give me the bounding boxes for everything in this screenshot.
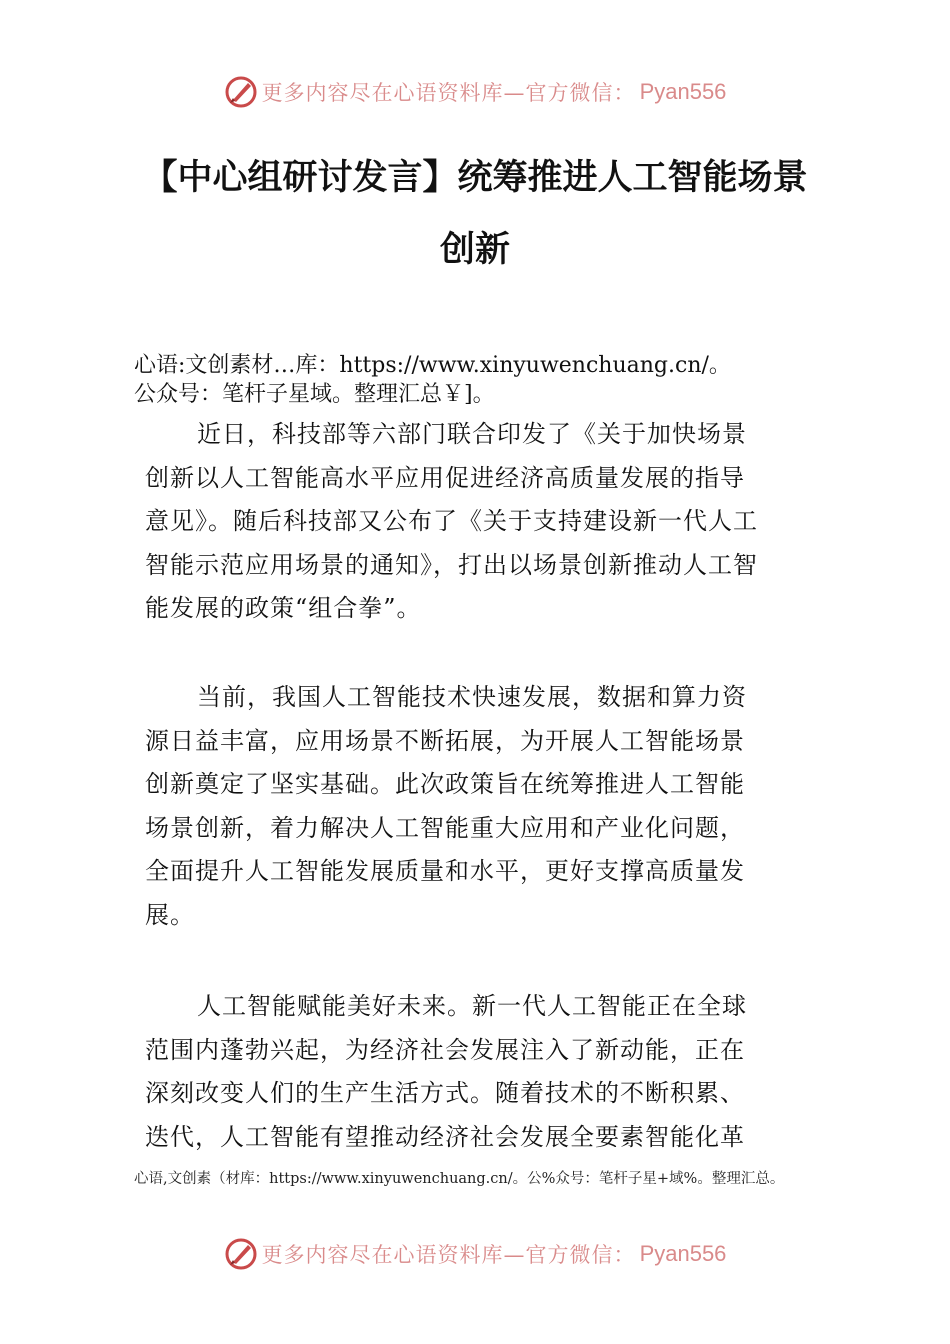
document-title-line-2: 创新 — [439, 230, 510, 270]
bottom-watermark-banner — [0, 1234, 950, 1274]
body-paragraph-1 — [145, 413, 825, 631]
paragraph-line: 人工智能赋能美好未来。新一代人工智能正在全球 — [197, 992, 747, 1020]
paragraph-line: 意见》。随后科技部又公布了《关于支持建设新一代人工 — [145, 507, 758, 536]
watermark-handle: Pyan556 — [639, 1241, 727, 1266]
paragraph-line: 迭代，人工智能有望推动经济社会发展全要素智能化革 — [145, 1122, 745, 1151]
page-footer-note: 心语,文创素（材库：https://www.xinyuwenchuang.cn/。公%众号：笔杆子星+域%。整理汇总。 — [134, 1171, 785, 1187]
paragraph-line: 创新奠定了坚实基础。此次政策旨在统筹推进人工智能 — [145, 770, 745, 799]
source-note-line-1: 心语:文创素材…库：https://www.xinyuwenchuang.cn/。 — [134, 353, 731, 378]
paragraph-line: 近日，科技部等六部门联合印发了《关于加快场景 — [197, 420, 747, 448]
quill-pen-logo-icon — [224, 75, 258, 109]
watermark-text: 更多内容尽在心语资料库—官方微信： — [261, 81, 636, 105]
document-title-line-1: 【中心组研讨发言】统筹推进人工智能场景 — [142, 158, 808, 198]
top-watermark-banner — [0, 72, 950, 112]
paragraph-line: 当前，我国人工智能技术快速发展，数据和算力资 — [197, 683, 747, 711]
body-paragraph-2 — [145, 676, 825, 938]
body-paragraph-3 — [145, 985, 825, 1159]
paragraph-line: 展。 — [145, 900, 195, 929]
watermark-handle: Pyan556 — [639, 79, 727, 104]
paragraph-line: 范围内蓬勃兴起，为经济社会发展注入了新动能，正在 — [145, 1035, 745, 1064]
watermark-text: 更多内容尽在心语资料库—官方微信： — [261, 1243, 636, 1267]
source-note-line-2: 公众号：笔杆子星域。整理汇总￥]。 — [134, 382, 495, 407]
paragraph-line: 场景创新，着力解决人工智能重大应用和产业化问题， — [145, 813, 745, 842]
paragraph-line: 能发展的政策“组合拳”。 — [145, 594, 422, 623]
paragraph-line: 深刻改变人们的生产生活方式。随着技术的不断积累、 — [145, 1079, 745, 1108]
paragraph-line: 创新以人工智能高水平应用促进经济高质量发展的指导 — [145, 463, 745, 492]
quill-pen-logo-icon — [224, 1237, 258, 1271]
paragraph-line: 源日益丰富，应用场景不断拓展，为开展人工智能场景 — [145, 726, 745, 755]
paragraph-line: 全面提升人工智能发展质量和水平，更好支撑高质量发 — [145, 857, 745, 886]
paragraph-line: 智能示范应用场景的通知》，打出以场景创新推动人工智 — [145, 550, 758, 579]
